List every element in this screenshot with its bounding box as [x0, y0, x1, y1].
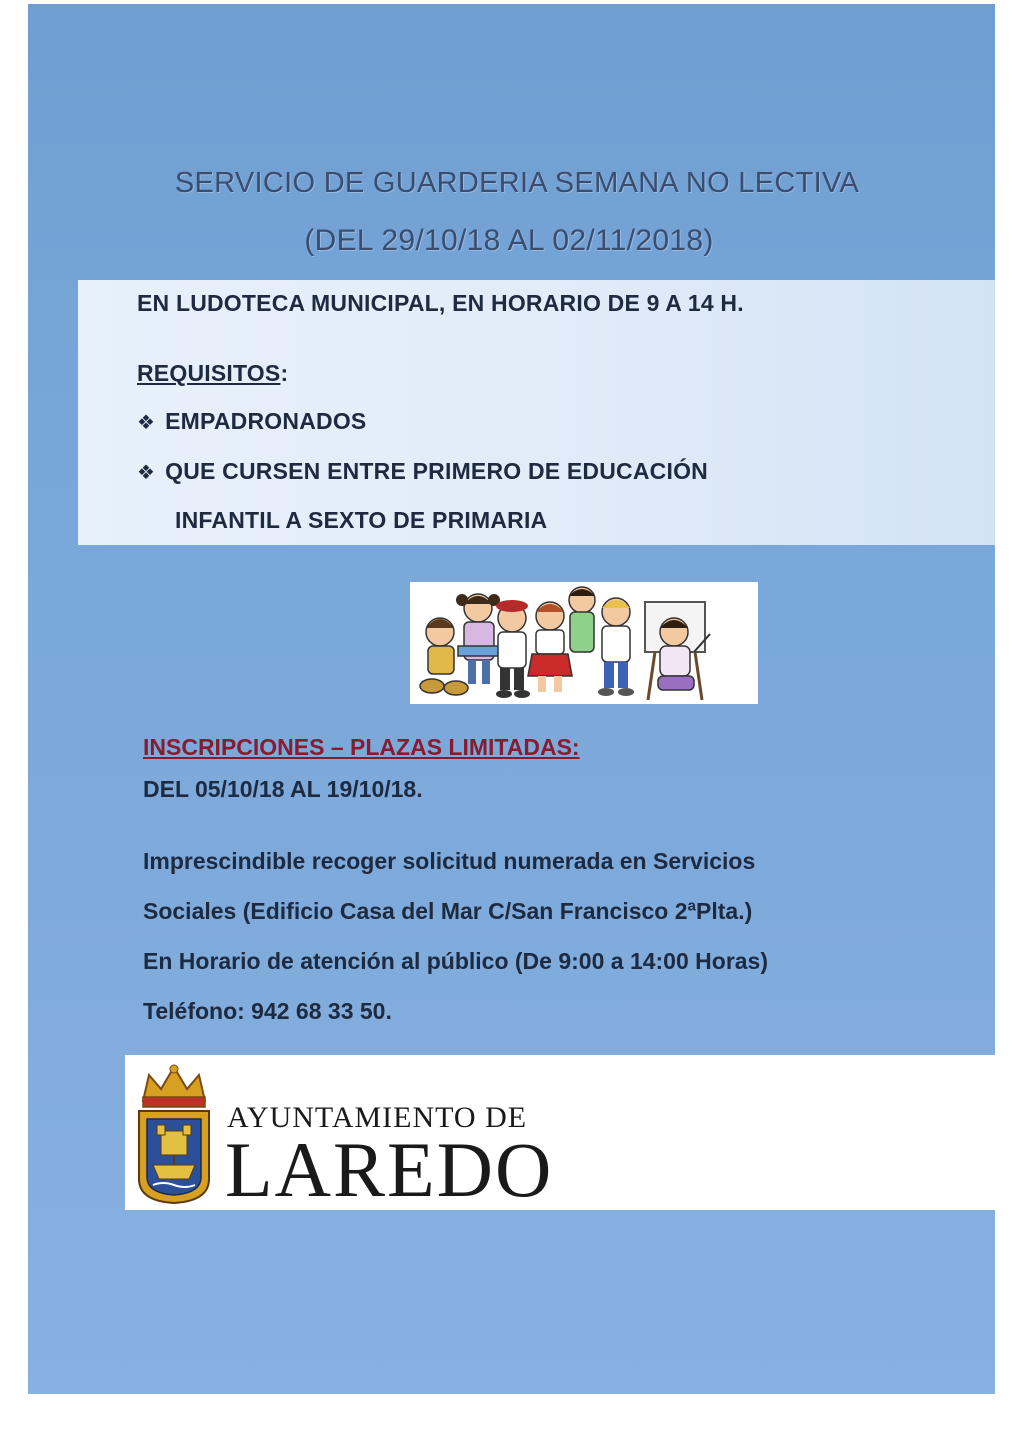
instructions-line: En Horario de atención al público (De 9:00 a 14:00 Horas): [143, 948, 769, 974]
requisito-item: [137, 458, 708, 485]
location-schedule: EN LUDOTECA MUNICIPAL, EN HORARIO DE 9 A 14 H.: [137, 290, 744, 316]
requisitos-heading: [137, 360, 288, 387]
date-range-title: (DEL 29/10/18 AL 02/11/2018): [304, 224, 714, 257]
page-title: SERVICIO DE GUARDERIA SEMANA NO LECTIVA: [174, 167, 860, 199]
instructions-line: Imprescindible recoger solicitud numerada en Servicios: [143, 848, 756, 874]
inscripciones-heading: INSCRIPCIONES – PLAZAS LIMITADAS:: [143, 734, 580, 760]
inscripciones-dates: DEL 05/10/18 AL 19/10/18.: [143, 776, 423, 802]
laredo-coat-of-arms-icon: [133, 1061, 215, 1206]
requisito-text: QUE CURSEN ENTRE PRIMERO DE EDUCACIÓN: [165, 458, 708, 484]
organization-line1: AYUNTAMIENTO DE: [227, 1101, 528, 1134]
footer-logo-panel: [125, 1055, 995, 1213]
instructions-line: Sociales (Edificio Casa del Mar C/San Francisco 2ªPlta.): [143, 898, 753, 924]
telephone-line: Teléfono: 942 68 33 50.: [143, 998, 392, 1024]
diamond-bullet-icon: ❖: [137, 462, 156, 484]
requisito-text: EMPADRONADOS: [165, 408, 367, 434]
children-illustration-icon: [410, 582, 758, 704]
requisito-item: [137, 408, 366, 435]
requisitos-label: REQUISITOS: [137, 360, 281, 386]
requisito-continuation: INFANTIL A SEXTO DE PRIMARIA: [175, 507, 548, 533]
requisitos-colon: :: [280, 360, 289, 386]
organization-name: LAREDO: [225, 1126, 554, 1213]
diamond-bullet-icon: ❖: [137, 412, 156, 434]
